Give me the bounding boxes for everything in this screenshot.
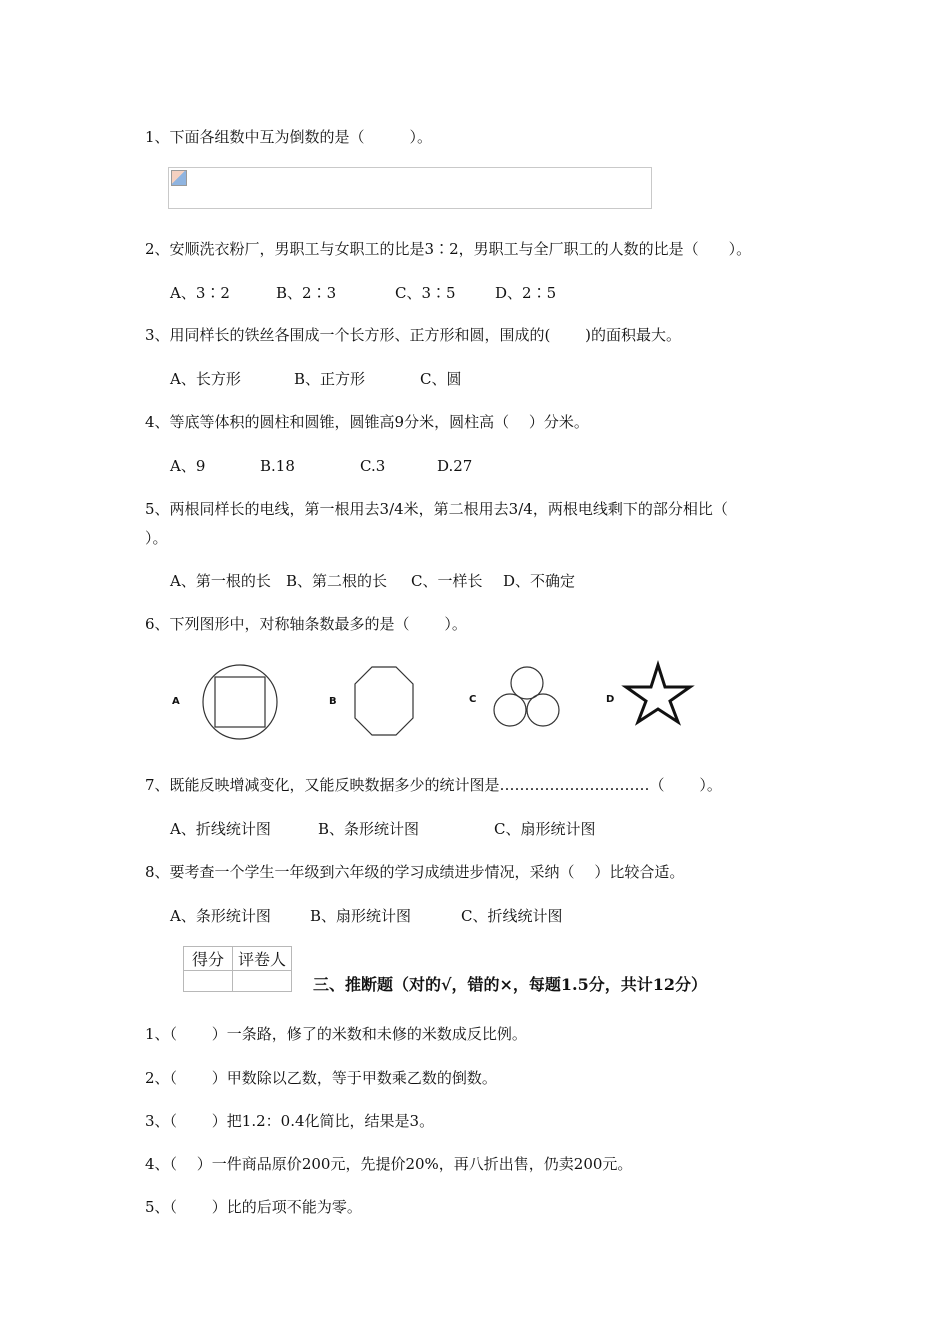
- question-5-line2: ）。: [145, 529, 168, 547]
- q4-option-b: B.18: [260, 457, 295, 475]
- question-7: 7、既能反映增减变化，又能反映数据多少的统计图是…………………………（ ）。: [145, 776, 722, 794]
- score-cell[interactable]: [184, 971, 233, 992]
- q2-option-d: D、2∶5: [495, 284, 557, 302]
- q4-option-c: C.3: [360, 457, 386, 475]
- grader-header: 评卷人: [233, 947, 292, 971]
- q5-option-b: B、第二根的长: [286, 572, 388, 590]
- q8-option-c: C、折线统计图: [461, 907, 563, 925]
- score-header: 得分: [184, 947, 233, 971]
- figure-b-octagon: [355, 667, 413, 735]
- figure-c-three-circles: [494, 667, 559, 726]
- q3-option-c: C、圆: [420, 370, 462, 388]
- judge-item-1: 1、（ ）一条路，修了的米数和未修的米数成反比例。: [145, 1025, 527, 1043]
- q8-option-b: B、扇形统计图: [310, 907, 412, 925]
- question-2: 2、安顺洗衣粉厂，男职工与女职工的比是3∶2，男职工与全厂职工的人数的比是（ ）。: [145, 240, 752, 258]
- section-3-title: 三、推断题（对的√，错的×，每题1.5分，共计12分）: [313, 975, 708, 994]
- q3-option-b: B、正方形: [294, 370, 366, 388]
- q7-option-c: C、扇形统计图: [494, 820, 596, 838]
- q5-option-c: C、一样长: [411, 572, 483, 590]
- judge-item-5: 5、（ ）比的后项不能为零。: [145, 1198, 362, 1216]
- figure-label-d: D: [606, 694, 615, 705]
- q2-option-b: B、2∶3: [276, 284, 337, 302]
- q3-option-a: A、长方形: [170, 370, 241, 388]
- question-6: 6、下列图形中，对称轴条数最多的是（ ）。: [145, 615, 467, 633]
- figure-label-a: A: [172, 696, 180, 707]
- figure-a-circle-square: [203, 665, 277, 739]
- q5-option-a: A、第一根的长: [170, 572, 271, 590]
- q5-option-d: D、不确定: [503, 572, 576, 590]
- broken-image-icon: [171, 170, 187, 186]
- q4-option-a: A、9: [170, 457, 206, 475]
- figure-d-star: [626, 665, 690, 722]
- q2-option-c: C、3∶5: [395, 284, 456, 302]
- judge-item-4: 4、（ ）一件商品原价200元，先提价20%，再八折出售，仍卖200元。: [145, 1155, 633, 1173]
- symmetry-figures: [165, 655, 705, 750]
- question-1-image: [168, 167, 652, 209]
- judge-item-2: 2、（ ）甲数除以乙数，等于甲数乘乙数的倒数。: [145, 1069, 497, 1087]
- question-8: 8、要考查一个学生一年级到六年级的学习成绩进步情况，采纳（ ）比较合适。: [145, 863, 685, 881]
- judge-item-3: 3、（ ）把1.2：0.4化简比，结果是3。: [145, 1112, 435, 1130]
- question-3: 3、用同样长的铁丝各围成一个长方形、正方形和圆，围成的( )的面积最大。: [145, 326, 682, 344]
- question-4: 4、等底等体积的圆柱和圆锥，圆锥高9分米，圆柱高（ ）分米。: [145, 413, 589, 431]
- figure-label-c: C: [469, 694, 477, 705]
- question-1: 1、下面各组数中互为倒数的是（ ）。: [145, 128, 433, 146]
- q7-option-a: A、折线统计图: [170, 820, 271, 838]
- q4-option-d: D.27: [437, 457, 473, 475]
- q2-option-a: A、3∶2: [170, 284, 230, 302]
- grader-cell[interactable]: [233, 971, 292, 992]
- figure-label-b: B: [329, 696, 337, 707]
- q7-option-b: B、条形统计图: [318, 820, 420, 838]
- score-table: [183, 946, 292, 992]
- q8-option-a: A、条形统计图: [170, 907, 271, 925]
- question-5-line1: 5、两根同样长的电线，第一根用去3/4米，第二根用去3/4，两根电线剩下的部分相比（: [145, 500, 728, 518]
